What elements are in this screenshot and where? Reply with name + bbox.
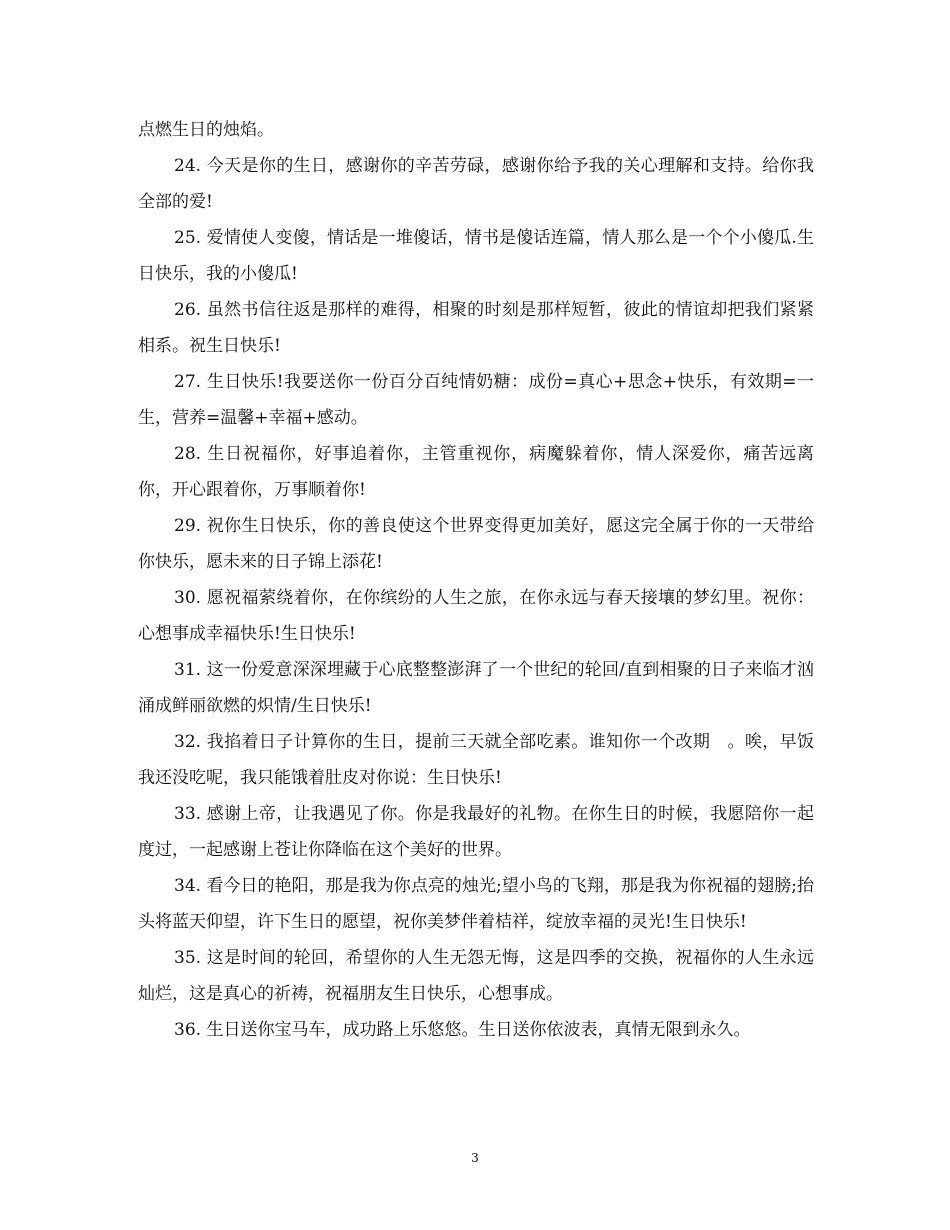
document-body bbox=[138, 112, 814, 1048]
paragraph-item-31: 31. 这一份爱意深深埋藏于心底整整澎湃了一个世纪的轮回/直到相聚的日子来临才汹涌成鲜丽欲燃的炽情/生日快乐! bbox=[138, 660, 814, 716]
paragraph-item-33: 33. 感谢上帝，让我遇见了你。你是我最好的礼物。在你生日的时候，我愿陪你一起度过，一起感谢上苍让你降临在这个美好的世界。 bbox=[138, 804, 814, 860]
paragraph-item-26: 26. 虽然书信往返是那样的难得，相聚的时刻是那样短暂，彼此的情谊却把我们紧紧相系。祝生日快乐! bbox=[138, 300, 814, 356]
paragraph-item-27: 27. 生日快乐!我要送你一份百分百纯情奶糖：成份=真心+思念+快乐，有效期=一生，营养=温馨+幸福+感动。 bbox=[138, 372, 814, 428]
page-number: 3 bbox=[471, 1151, 479, 1165]
paragraph-item-28: 28. 生日祝福你，好事追着你，主管重视你，病魔躲着你，情人深爱你，痛苦远离你，开心跟着你，万事顺着你! bbox=[138, 444, 814, 500]
paragraph-item-25: 25. 爱情使人变傻，情话是一堆傻话，情书是傻话连篇，情人那么是一个个小傻瓜.生日快乐，我的小傻瓜! bbox=[138, 228, 814, 284]
paragraph-item-34: 34. 看今日的艳阳，那是我为你点亮的烛光;望小鸟的飞翔，那是我为你祝福的翅膀;抬头将蓝天仰望，许下生日的愿望，祝你美梦伴着桔祥，绽放幸福的灵光!生日快乐! bbox=[138, 876, 814, 932]
paragraph-continuation: 点燃生日的烛焰。 bbox=[138, 120, 274, 140]
paragraph-item-35: 35. 这是时间的轮回，希望你的人生无怨无悔，这是四季的交换，祝福你的人生永远灿烂，这是真心的祈祷，祝福朋友生日快乐，心想事成。 bbox=[138, 948, 814, 1004]
paragraph-item-32: 32. 我掐着日子计算你的生日，提前三天就全部吃素。谁知你一个改期 。唉，早饭我还没吃呢，我只能饿着肚皮对你说：生日快乐! bbox=[138, 732, 814, 788]
paragraph-item-24: 24. 今天是你的生日，感谢你的辛苦劳碌，感谢你给予我的关心理解和支持。给你我全部的爱! bbox=[138, 156, 814, 212]
paragraph-item-30: 30. 愿祝福萦绕着你，在你缤纷的人生之旅，在你永远与春天接壤的梦幻里。祝你：心想事成幸福快乐!生日快乐! bbox=[138, 588, 814, 644]
paragraph-item-36: 36. 生日送你宝马车，成功路上乐悠悠。生日送你依波表，真情无限到永久。 bbox=[174, 1020, 751, 1040]
paragraph-item-29: 29. 祝你生日快乐，你的善良使这个世界变得更加美好，愿这完全属于你的一天带给你快乐，愿未来的日子锦上添花! bbox=[138, 516, 814, 572]
